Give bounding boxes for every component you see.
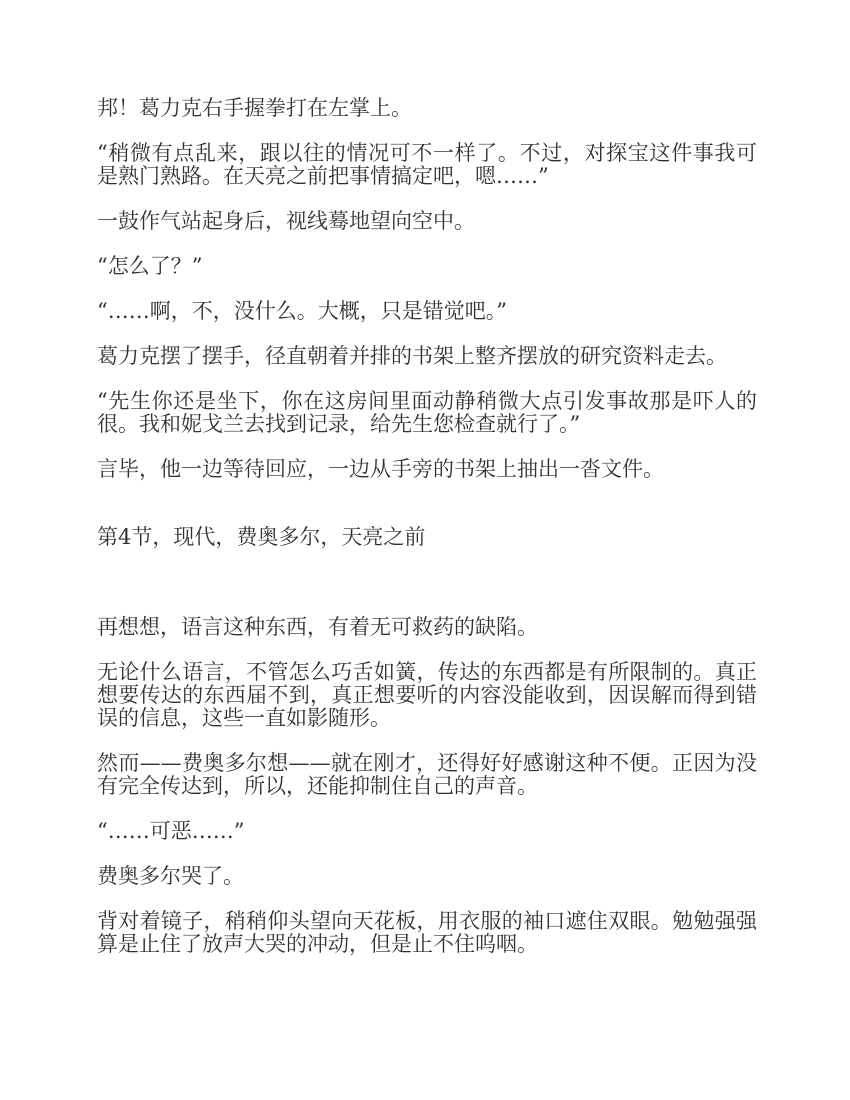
paragraph: “怎么了？” — [97, 254, 203, 278]
paragraph: 邦！葛力克右手握拳打在左掌上。 — [97, 96, 412, 120]
paragraph: 葛力克摆了摆手，径直朝着并排的书架上整齐摆放的研究资料走去。 — [97, 344, 727, 368]
paragraph: 背对着镜子，稍稍仰头望向天花板，用衣服的袖口遮住双眼。勉勉强强算是止住了放声大哭的冲动，但是止不住呜咽。 — [97, 909, 757, 956]
paragraph: “……可恶……” — [97, 819, 245, 843]
paragraph: 言毕，他一边等待回应，一边从手旁的书架上抽出一沓文件。 — [97, 457, 664, 481]
paragraph: “先生你还是坐下，你在这房间里面动静稍微大点引发事故那是吓人的很。我和妮戈兰去找到记录，给先生您检查就行了。” — [97, 389, 757, 436]
document-page-content — [97, 97, 757, 978]
section-heading: 第4节，现代，费奥多尔，天亮之前 — [97, 525, 426, 549]
paragraph: 费奥多尔哭了。 — [97, 864, 244, 888]
paragraph: 一鼓作气站起身后，视线蓦地望向空中。 — [97, 209, 475, 233]
paragraph: 再想想，语言这种东西，有着无可救药的缺陷。 — [97, 615, 538, 639]
paragraph: 无论什么语言，不管怎么巧舌如簧，传达的东西都是有所限制的。真正想要传达的东西届不到，真正想要听的内容没能收到，因误解而得到错误的信息，这些一直如影随形。 — [97, 660, 757, 730]
paragraph: 然而——费奥多尔想——就在刚才，还得好好感谢这种不便。正因为没有完全传达到，所以，还能抑制住自己的声音。 — [97, 751, 757, 798]
paragraph: “稍微有点乱来，跟以往的情况可不一样了。不过，对探宝这件事我可是熟门熟路。在天亮之前把事情搞定吧，嗯……” — [97, 141, 757, 188]
paragraph: “……啊，不，没什么。大概，只是错觉吧。” — [97, 299, 507, 323]
